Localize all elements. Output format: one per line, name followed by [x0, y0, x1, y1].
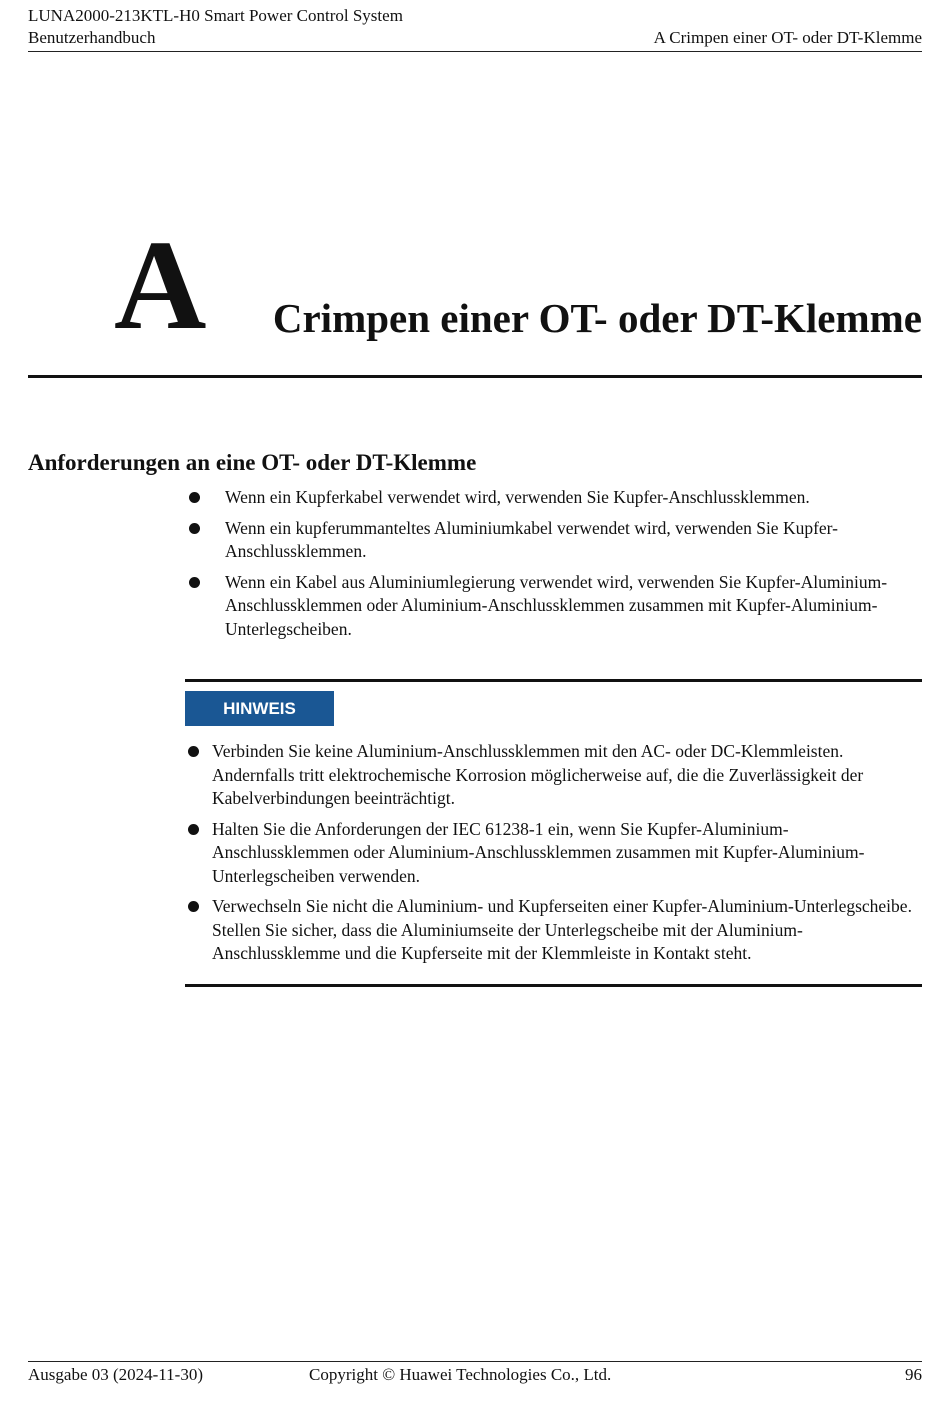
bullet-icon: [189, 577, 200, 588]
page-footer: [28, 1361, 922, 1392]
notice-badge: HINWEIS: [185, 691, 334, 726]
list-item-text: Verwechseln Sie nicht die Aluminium- und Kupferseiten einer Kupfer-Aluminium-Unterlegscheibe. Stellen Sie sicher, dass die Aluminiumseite der Unterlegscheibe mit der Aluminium-Anschlussklemme und die Kupferseite mit der Klemmleiste in Kontakt steht.: [212, 896, 912, 963]
header-chapter-ref: A Crimpen einer OT- oder DT-Klemme: [653, 28, 922, 47]
footer-copyright: Copyright © Huawei Technologies Co., Ltd.: [309, 1365, 612, 1384]
list-item: [185, 818, 922, 889]
chapter-heading: [28, 214, 922, 378]
page-header: [28, 5, 922, 52]
requirements-list: [185, 486, 922, 648]
bullet-icon: [188, 746, 199, 757]
header-doc-type: Benutzerhandbuch: [28, 28, 156, 47]
list-item-text: Wenn ein Kupferkabel verwendet wird, verwenden Sie Kupfer-Anschlussklemmen.: [225, 487, 810, 507]
bullet-icon: [189, 523, 200, 534]
list-item: [185, 571, 922, 642]
bullet-icon: [188, 824, 199, 835]
notice-list: [185, 740, 922, 973]
list-item: [185, 517, 922, 564]
bullet-icon: [189, 492, 200, 503]
header-product-name: LUNA2000-213KTL-H0 Smart Power Control System: [28, 6, 403, 25]
list-item-text: Wenn ein kupferummanteltes Aluminiumkabel verwendet wird, verwenden Sie Kupfer-Anschlussklemmen.: [225, 517, 838, 561]
bullet-icon: [188, 901, 199, 912]
list-item: [185, 895, 922, 966]
list-item-text: Wenn ein Kabel aus Aluminiumlegierung verwendet wird, verwenden Sie Kupfer-Aluminium-Anschlussklemmen oder Aluminium-Anschlussklemmen zusammen mit Kupfer-Aluminium-Unterlegscheiben.: [225, 571, 888, 639]
list-item: [185, 486, 922, 510]
list-item: [185, 740, 922, 811]
list-item-text: Verbinden Sie keine Aluminium-Anschlussklemmen mit den AC- oder DC-Klemmleisten. Andernfalls tritt elektrochemische Korrosion möglicherweise auf, die die Zuverlässigkeit der Kabelverbindungen beeinträchtigt.: [212, 741, 864, 808]
footer-edition: Ausgabe 03 (2024-11-30): [28, 1365, 203, 1384]
list-item-text: Halten Sie die Anforderungen der IEC 61238-1 ein, wenn Sie Kupfer-Aluminium-Anschlussklemmen oder Aluminium-Anschlussklemmen zusammen mit Kupfer-Aluminium-Unterlegscheiben verwenden.: [212, 818, 865, 886]
notice-box: [185, 679, 922, 987]
chapter-letter: A: [114, 214, 207, 356]
page-number: 96: [905, 1365, 922, 1384]
chapter-title: Crimpen einer OT- oder DT-Klemme: [272, 295, 922, 341]
section-title: Anforderungen an eine OT- oder DT-Klemme: [28, 450, 477, 475]
